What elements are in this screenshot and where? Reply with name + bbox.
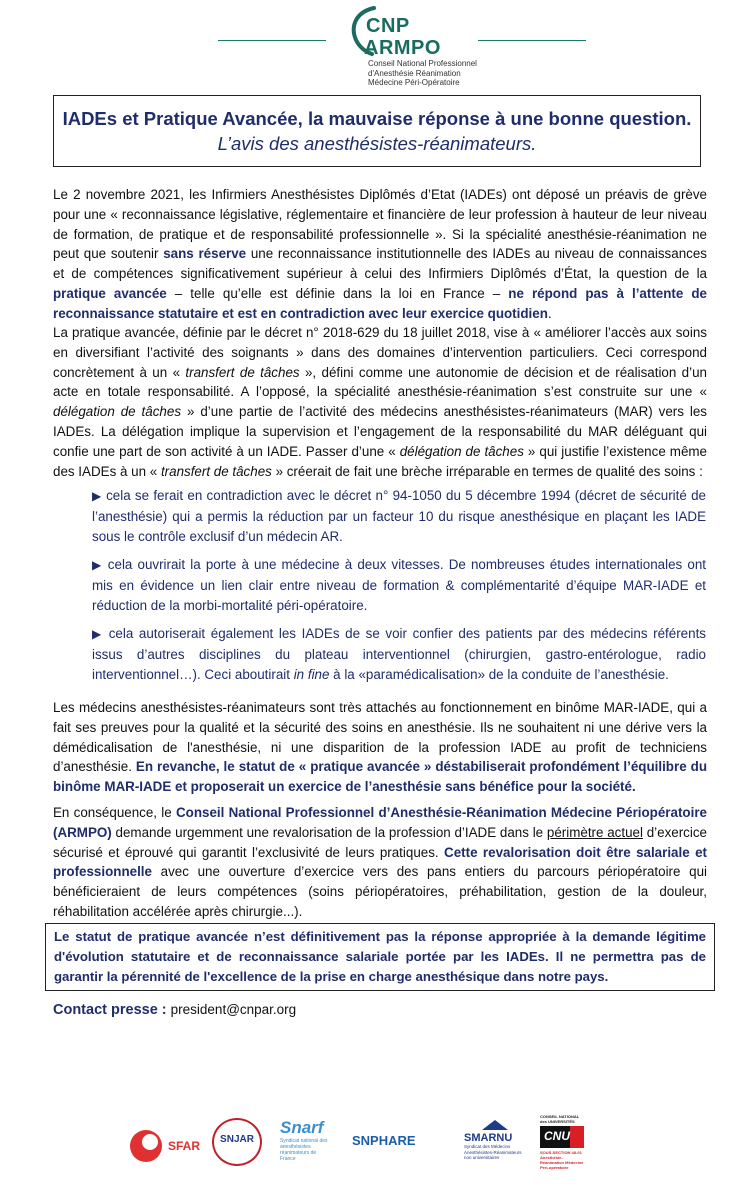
snarf-logo xyxy=(280,1118,330,1162)
header-rule-left xyxy=(218,40,326,41)
snphare-logo xyxy=(352,1132,416,1150)
press-contact xyxy=(53,1002,296,1018)
page-title: IADEs et Pratique Avancée, la mauvaise réponse à une bonne question. xyxy=(62,108,692,129)
text-run: une reconnaissance institutionnelle des IADEs au niveau de connaissances et de compétences significativement supérieur à celui des Infirmiers Diplômés d’État, la question de la xyxy=(53,246,707,282)
cnu-red-mark xyxy=(570,1126,584,1148)
snarf-text: Snarf xyxy=(280,1118,324,1137)
cnu-bottom-text: SOUS-SECTION 48-01 Anesthésie-Réanimation Médecine Péri-opératoire xyxy=(540,1150,584,1170)
text-run: » d’une partie de l’activité des médecins anesthésistes-réanimateurs (MAR) vers les IADEs. La délégation implique la supervision et l’engagement de la responsabilité du MAR déléguant qui confie une part de son activité à un IADE. Passer d’une « xyxy=(53,404,707,459)
snjar-logo xyxy=(212,1118,262,1166)
text-run: » créerait de fait une brèche irréparable en termes de qualité des soins : xyxy=(271,463,703,479)
bullet-text: cela autoriserait également les IADEs de se voir confier des patients par des médecins référents issus d’autres disciplines du plateau interventionnel (chirurgien, gastro-entérologue, radio interventionnel…). Ceci aboutirait xyxy=(92,626,706,682)
snphare-text: SNPHARE xyxy=(352,1133,416,1148)
logo-subtitle xyxy=(368,59,477,88)
cnp-armpo-logo xyxy=(340,2,500,90)
text-run: Le 2 novembre 2021, les Infirmiers Anesthésistes Diplômés d’Etat (IADEs) ont déposé un préavis de grève pour une « reconnaissance législative, réglementaire et financière de leur profession à hauteur de leur niveau de formation, de pratique et de responsabilité professionnelle ». Si la spécialité anesthésie-réanimation ne peut que soutenir xyxy=(53,187,707,262)
smarnu-text: SMARNU xyxy=(464,1132,513,1144)
bullet-item xyxy=(92,486,706,546)
triangle-bullet-icon: ▶ xyxy=(92,489,102,503)
cnu-badge xyxy=(540,1126,584,1148)
text-run: En conséquence, le xyxy=(53,805,176,820)
emphasis: En revanche, le statut de « pratique avancée » déstabiliserait profondément l’équilibre du binôme MAR-IADE et proposerait un exercice de l’anesthésie sans bénéfice pour la société. xyxy=(53,759,707,795)
contact-label: Contact presse : xyxy=(53,1002,167,1018)
italic-term: délégation de tâches xyxy=(53,404,182,420)
text-run: », défini comme une autonomie de décision et de réalisation d’un acte en totale responsabilité. A l’opposé, la spécialité anesthésie-réanimation s’est construite sur une « xyxy=(53,364,707,400)
sfar-text: SFAR xyxy=(168,1139,201,1153)
italic-term: transfert de tâches xyxy=(160,463,272,479)
text-run: . xyxy=(547,305,552,321)
logo-armpo-text: ARMPO xyxy=(364,37,441,59)
bullet-item xyxy=(92,555,706,615)
paragraph-intro xyxy=(53,185,707,324)
bullet-text: cela ouvrirait la porte à une médecine à deux vitesses. De nombreuses études internationales ont mis en évidence un lien clair entre niveau de formation & complémentarité d’équipe MAR-IADE et réduction de la morbi-mortalité péri-opératoire. xyxy=(92,557,706,613)
underlined-term: périmètre actuel xyxy=(546,824,643,840)
smarnu-wing-icon xyxy=(480,1118,510,1132)
emphasis: pratique avancée xyxy=(53,285,167,301)
italic-term: in fine xyxy=(293,666,330,682)
bullet-text: cela se ferait en contradiction avec le décret n° 94-1050 du 5 décembre 1994 (décret de sécurité de l’anesthésie) qui a permis la réduction par un facteur 10 du risque anesthésique en plaçant les IADE sous le contrôle exclusif d’un médecin AR. xyxy=(92,488,706,544)
emphasis: ne répond pas à l’attente de reconnaissance statutaire et est en contradiction avec leur exercice quotidien xyxy=(53,285,707,321)
text-run: – telle qu’elle est définie dans la loi en France – xyxy=(166,285,509,301)
page-subtitle: L’avis des anesthésistes-réanimateurs. xyxy=(217,133,537,154)
italic-term: délégation de tâches xyxy=(399,443,524,459)
text-run: demande urgemment une revalorisation de la profession d’IADE dans le xyxy=(111,824,547,840)
bullet-text: à la «paramédicalisation» de la conduite de l’anesthésie. xyxy=(329,666,669,682)
text-run: d’exercice sécurisé et éprouvé qui garantit l’exclusivité de leurs pratiques. xyxy=(53,824,707,860)
snjar-text: SNJAR xyxy=(220,1134,254,1145)
contact-email-link[interactable]: president@cnpar.org xyxy=(170,1002,297,1017)
smarnu-logo xyxy=(464,1118,526,1161)
conclusion-box: Le statut de pratique avancée n’est définitivement pas la réponse appropriée à la demande légitime d'évolution statutaire et de reconnaissance salariale portée par les IADEs. Il ne permettra pas de garantir la pérennité de l'excellence de la prise en charge anesthésique dans notre pays. xyxy=(45,923,715,991)
cnu-text: CNU xyxy=(544,1129,570,1143)
cnu-top-text: CONSEIL NATIONAL des UNIVERSITÉS xyxy=(540,1114,580,1124)
text-run: avec une ouverture d’exercice vers des pans entiers du parcours périopératoire qui bénéficieraient de leurs compétences (soins périopératoires, préhabilitation, gestion de la douleur, réhabilitation accélérée après chirurgie...). xyxy=(53,864,707,919)
smarnu-subtitle: Syndicat des Médecins Anesthésistes-Réanimateurs non universitaires xyxy=(464,1144,522,1160)
triangle-bullet-icon: ▶ xyxy=(92,627,104,641)
cnu-logo xyxy=(540,1114,586,1170)
italic-term: transfert de tâches xyxy=(185,364,300,380)
emphasis: sans réserve xyxy=(163,246,247,262)
text-run: La pratique avancée, définie par le décret n° 2018-629 du 18 juillet 2018, vise à « améliorer l’accès aux soins en diversifiant l’activité des soignants » dans des domaines d’intervention particuliers. Ceci correspond concrètement à un « xyxy=(53,325,707,380)
snarf-subtitle: Syndicat national des anesthésistes réanimateurs de France xyxy=(280,1138,328,1162)
logo-subtitle-line: Médecine Péri-Opératoire xyxy=(368,78,460,87)
title-box xyxy=(53,95,701,167)
sfar-emblem-icon xyxy=(128,1128,164,1164)
paragraph-binome xyxy=(53,698,707,797)
paragraph-definition xyxy=(53,323,707,481)
logo-subtitle-line: d'Anesthésie Réanimation xyxy=(368,68,461,78)
triangle-bullet-icon: ▶ xyxy=(92,558,103,572)
text-run: » qui justifie l’existence même des IADEs à un « xyxy=(53,443,707,479)
logo-subtitle-line: Conseil National Professionnel xyxy=(368,59,477,68)
paragraph-consequence xyxy=(53,803,707,922)
text-run: Les médecins anesthésistes-réanimateurs sont très attachés au fonctionnement en binôme MAR-IADE, qui a fait ses preuves pour la qualité et la sécurité des soins en anesthésie. Ils ne souhaitent ni une dérive vers la démédicalisation de l'anesthésie, ni une disparition de la profession IADE au profit de techniciens d’anesthésie. xyxy=(53,700,707,775)
emphasis: Cette revalorisation doit être salariale et professionnelle xyxy=(53,844,707,880)
logo-cnp-text: CNP xyxy=(366,15,410,37)
emphasis: Conseil National Professionnel d’Anesthésie-Réanimation Médecine Périopératoire (ARMPO) xyxy=(53,805,707,840)
bullet-item xyxy=(92,624,706,684)
